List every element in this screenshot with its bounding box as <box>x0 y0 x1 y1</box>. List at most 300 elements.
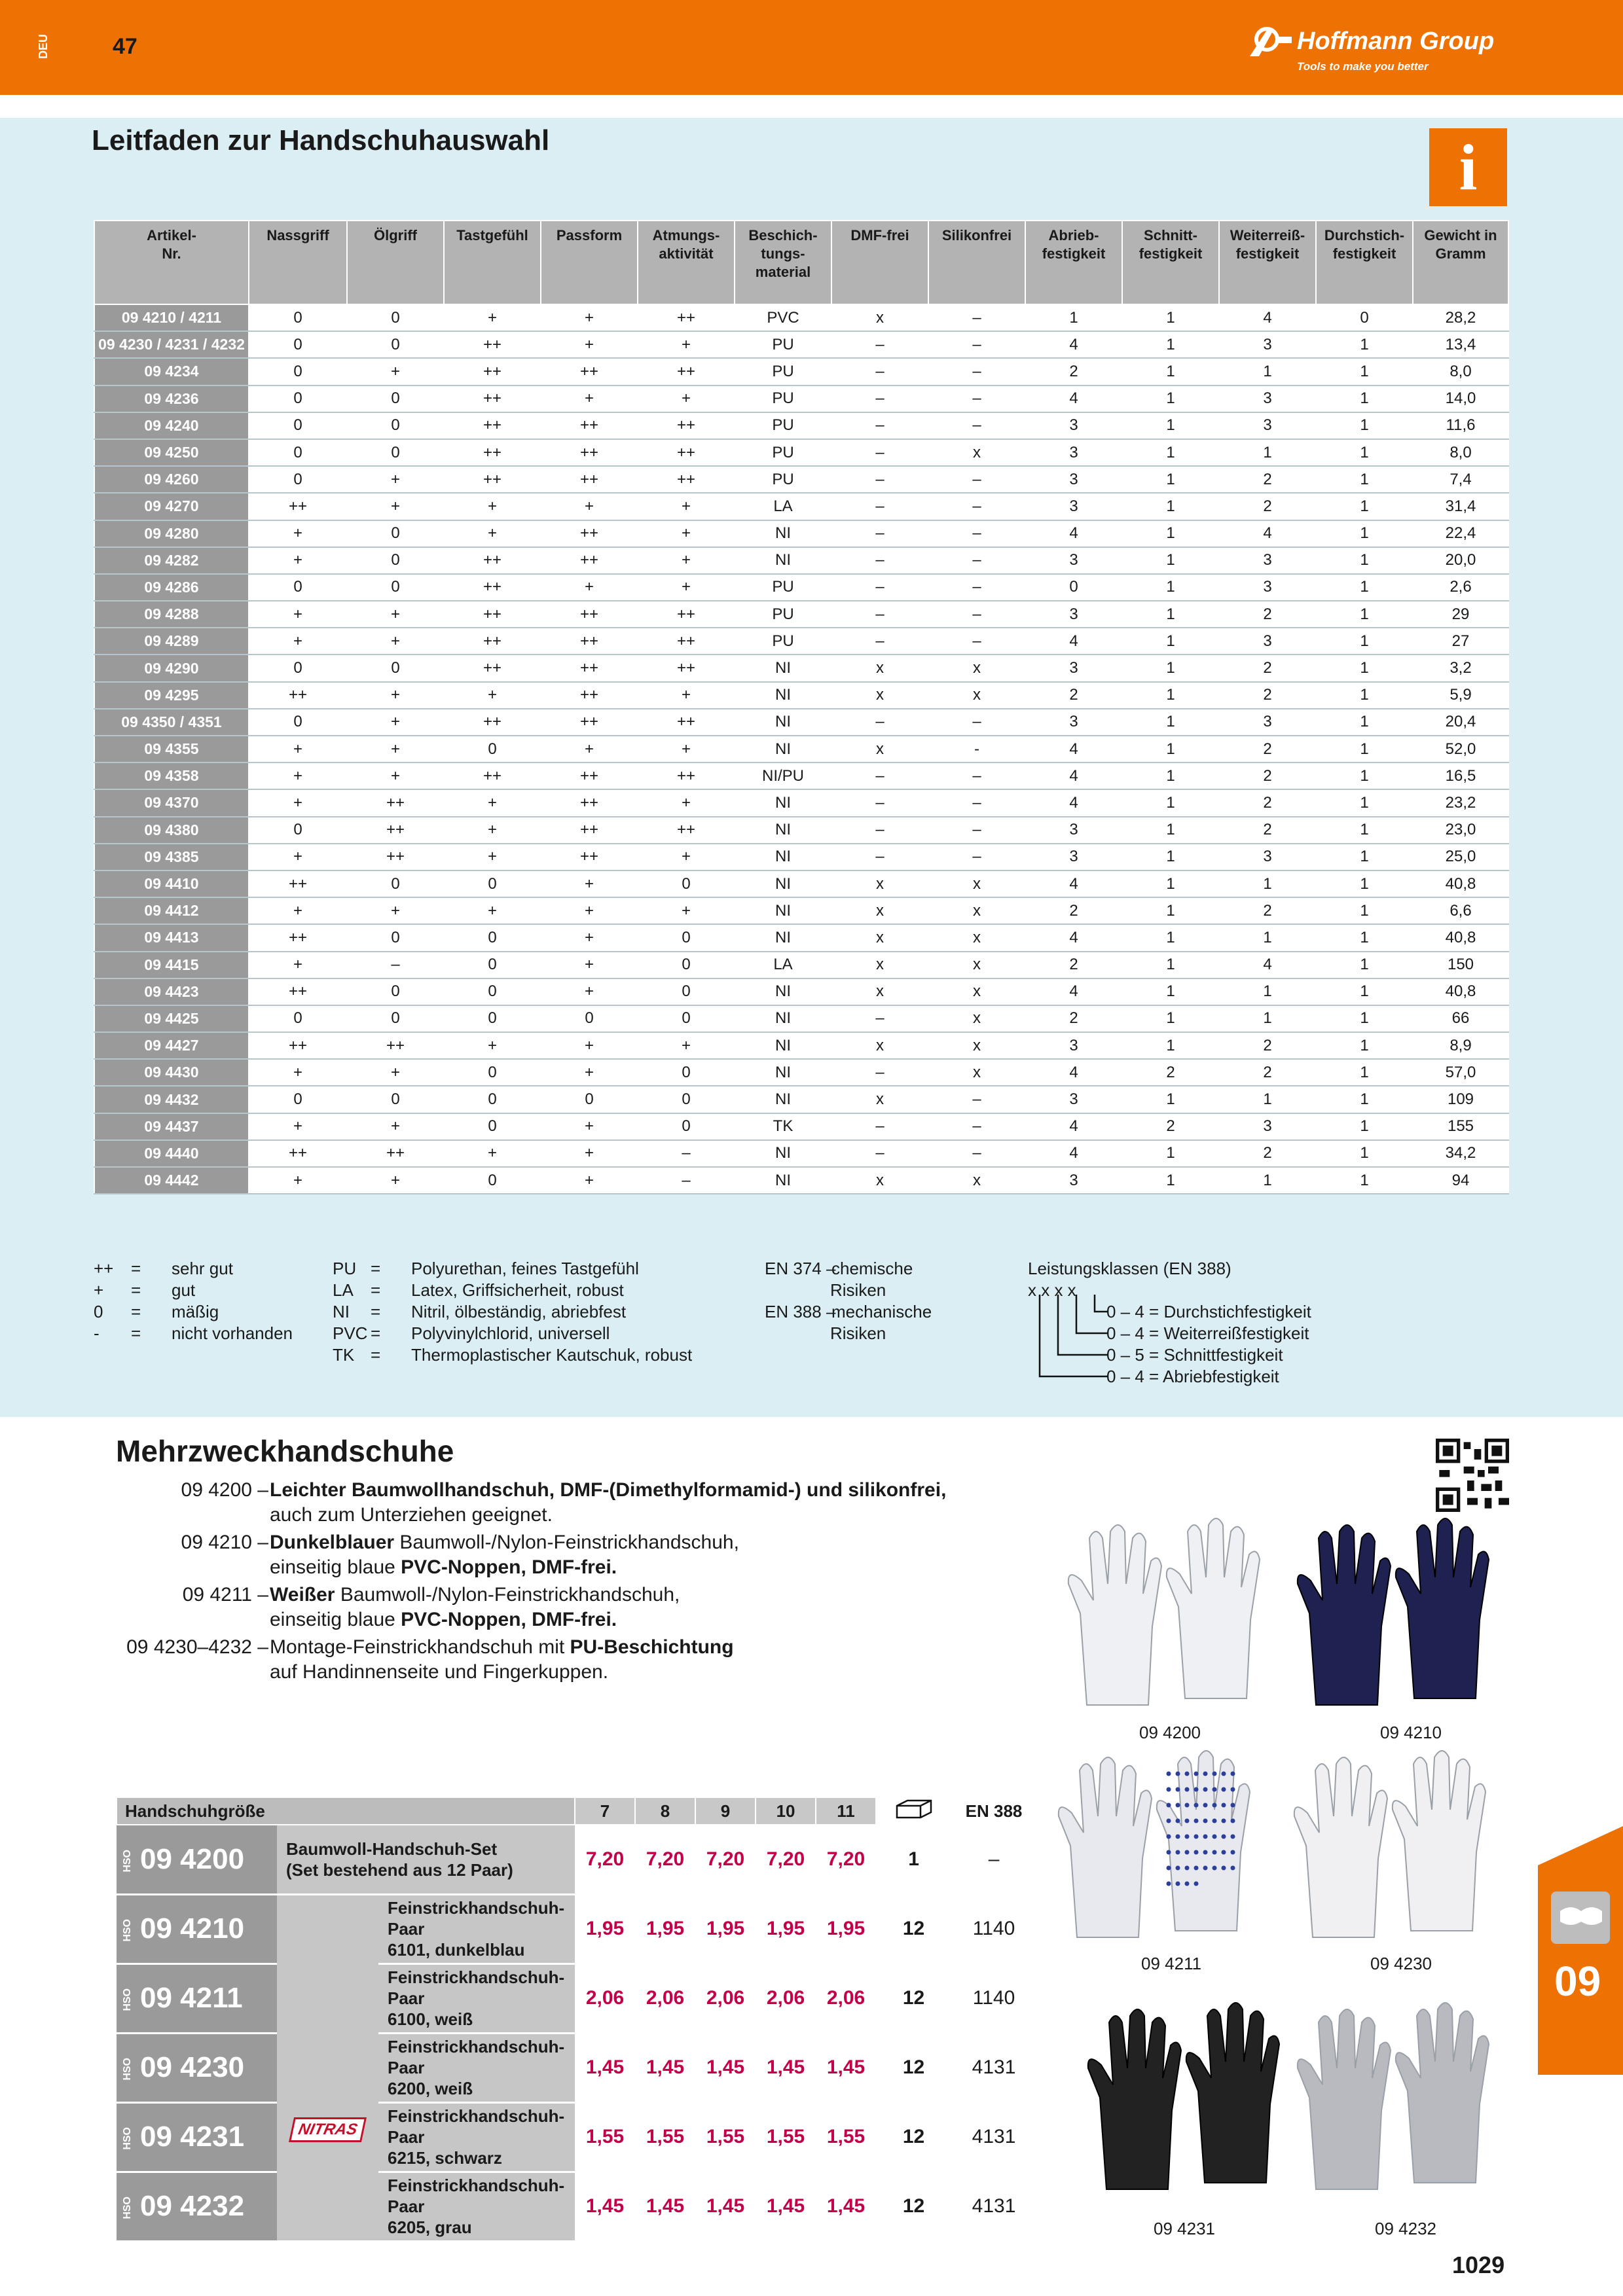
guide-cell: 1 <box>1316 520 1413 547</box>
guide-cell: 1 <box>1316 817 1413 844</box>
guide-row <box>94 762 1508 789</box>
size-header-label: Handschuhgröße <box>117 1797 575 1825</box>
guide-cell: 2 <box>1122 1113 1219 1140</box>
guide-cell: + <box>444 844 541 870</box>
guide-cell: + <box>541 493 638 520</box>
guide-row <box>94 709 1508 736</box>
guide-cell: 3 <box>1025 817 1122 844</box>
guide-cell: 0 <box>541 1005 638 1032</box>
guide-row <box>94 358 1508 385</box>
guide-cell: 1 <box>1316 924 1413 951</box>
guide-cell: x <box>928 655 1025 681</box>
guide-cell: + <box>541 304 638 331</box>
guide-cell: ++ <box>249 1032 347 1059</box>
guide-cell: – <box>831 331 928 358</box>
guide-cell: 0 <box>444 1005 541 1032</box>
guide-cell: 1 <box>1316 789 1413 816</box>
guide-cell: ++ <box>638 412 735 439</box>
guide-cell: 0 <box>347 978 444 1005</box>
guide-cell: 1 <box>1025 304 1122 331</box>
guide-cell: 1 <box>1122 655 1219 681</box>
guide-cell: + <box>541 386 638 412</box>
guide-cell: x <box>831 870 928 897</box>
guide-row <box>94 682 1508 709</box>
guide-cell: – <box>638 1167 735 1194</box>
guide-cell: + <box>541 1167 638 1194</box>
guide-cell: + <box>444 1140 541 1167</box>
guide-cell: – <box>831 817 928 844</box>
price-cell: 2,06 <box>635 1964 695 2033</box>
guide-cell: 1 <box>1122 331 1219 358</box>
guide-cell: 0 <box>249 574 347 601</box>
guide-cell: – <box>831 844 928 870</box>
guide-cell: 4 <box>1219 304 1316 331</box>
product-desc-bold: PU-Beschichtung <box>570 1636 734 1658</box>
guide-cell: PU <box>735 386 831 412</box>
guide-cell: ++ <box>638 628 735 655</box>
guide-cell: ++ <box>347 817 444 844</box>
guide-cell: 1 <box>1122 762 1219 789</box>
guide-cell: x <box>928 952 1025 978</box>
guide-cell: 8,0 <box>1413 439 1508 466</box>
size-9: 9 <box>695 1797 756 1825</box>
description-line-2: (Set bestehend aus 12 Paar) <box>286 1859 513 1880</box>
guide-cell: 0 <box>638 1086 735 1113</box>
legend-rating-text: sehr gut <box>172 1259 233 1278</box>
guide-cell: PU <box>735 439 831 466</box>
guide-cell: 0 <box>1025 574 1122 601</box>
article-number: 09 4415 <box>94 952 249 978</box>
guide-cell: NI <box>735 789 831 816</box>
price-cell: 1,45 <box>635 2033 695 2102</box>
legend-class-item: 0 – 4 = Abriebfestigkeit <box>1106 1367 1279 1386</box>
guide-cell: NI <box>735 547 831 574</box>
product-number: 09 4230–4232 – <box>126 1636 268 1658</box>
product-number: 09 4210 – <box>181 1532 268 1553</box>
qr-code-icon <box>1436 1439 1509 1512</box>
guide-cell: – <box>928 817 1025 844</box>
legend-equals: = <box>131 1259 141 1278</box>
guide-cell: + <box>347 628 444 655</box>
guide-cell: x <box>831 682 928 709</box>
article-number: 09 4289 <box>94 628 249 655</box>
guide-cell: ++ <box>541 628 638 655</box>
guide-cell: 4 <box>1025 1113 1122 1140</box>
article-code <box>117 2172 277 2241</box>
guide-cell: x <box>831 952 928 978</box>
legend-bracket-lines <box>1029 1295 1114 1393</box>
description-line-1: Feinstrickhandschuh-Paar <box>388 1967 565 2008</box>
guide-cell: 1 <box>1219 439 1316 466</box>
guide-cell: 2 <box>1219 655 1316 681</box>
guide-col-header: Tastgefühl <box>444 221 541 304</box>
price-cell: 7,20 <box>635 1825 695 1894</box>
guide-cell: + <box>347 1059 444 1086</box>
guide-cell: ++ <box>249 870 347 897</box>
price-cell: 7,20 <box>575 1825 635 1894</box>
guide-cell: 11,6 <box>1413 412 1508 439</box>
guide-cell: 1 <box>1122 386 1219 412</box>
guide-cell: 3 <box>1219 709 1316 736</box>
guide-cell: + <box>347 493 444 520</box>
guide-cell: 4 <box>1025 1140 1122 1167</box>
guide-cell: 1 <box>1122 574 1219 601</box>
legend-norm-code: EN 388 – <box>765 1302 836 1321</box>
glove-image-4 <box>1087 2000 1309 2196</box>
guide-cell: ++ <box>541 547 638 574</box>
guide-cell: – <box>347 952 444 978</box>
en388-rating: – <box>951 1825 1036 1894</box>
guide-cell: ++ <box>541 709 638 736</box>
product-desc-bold: PVC-Noppen, DMF-frei. <box>401 1556 617 1578</box>
article-number: 09 4234 <box>94 358 249 385</box>
guide-cell: – <box>928 331 1025 358</box>
guide-cell: PU <box>735 601 831 628</box>
guide-cell: 1 <box>1122 1086 1219 1113</box>
guide-cell: 1 <box>1316 358 1413 385</box>
guide-cell: + <box>347 1113 444 1140</box>
guide-cell: 0 <box>249 655 347 681</box>
price-cell: 1,45 <box>756 2033 816 2102</box>
product-desc-text: Baumwoll-/Nylon-Feinstrickhandschuh, <box>335 1584 680 1605</box>
guide-cell: 0 <box>638 1005 735 1032</box>
guide-cell: 22,4 <box>1413 520 1508 547</box>
chapter-number: 09 <box>1554 1958 1601 2005</box>
article-number: 09 4260 <box>94 466 249 493</box>
guide-cell: + <box>541 1059 638 1086</box>
legend-material-code: PVC <box>333 1323 368 1343</box>
guide-cell: 2 <box>1219 1059 1316 1086</box>
glove-caption: 09 4210 <box>1380 1723 1442 1742</box>
legend-classes-title: Leistungsklassen (EN 388) <box>1028 1259 1231 1278</box>
price-cell: 1,45 <box>695 2172 756 2241</box>
en388-rating: 4131 <box>951 2172 1036 2241</box>
guide-cell: 2 <box>1025 682 1122 709</box>
guide-col-header: Durchstich- festigkeit <box>1316 221 1413 304</box>
product-description-line <box>270 1503 553 1528</box>
guide-cell: 4 <box>1025 762 1122 789</box>
guide-cell: – <box>928 844 1025 870</box>
guide-cell: 2 <box>1122 1059 1219 1086</box>
guide-cell: 0 <box>249 439 347 466</box>
description-line-2: 6200, weiß <box>388 2079 473 2098</box>
size-7: 7 <box>575 1797 635 1825</box>
guide-cell: 3 <box>1219 628 1316 655</box>
guide-cell: + <box>444 897 541 924</box>
product-desc-text: auch zum Unterziehen geeignet. <box>270 1504 553 1526</box>
price-cell: 1,55 <box>756 2102 816 2172</box>
guide-row <box>94 1140 1508 1167</box>
guide-cell: 1 <box>1219 870 1316 897</box>
guide-cell: ++ <box>638 439 735 466</box>
guide-cell: NI <box>735 655 831 681</box>
guide-cell: + <box>638 736 735 762</box>
guide-cell: + <box>541 1140 638 1167</box>
guide-cell: TK <box>735 1113 831 1140</box>
nitras-logo <box>277 1894 378 2241</box>
guide-cell: PU <box>735 628 831 655</box>
guide-cell: x <box>928 1032 1025 1059</box>
guide-cell: 0 <box>347 870 444 897</box>
guide-cell: 0 <box>444 1086 541 1113</box>
article-code-text: 09 4230 <box>140 2051 245 2083</box>
guide-cell: NI <box>735 817 831 844</box>
article-number: 09 4230 / 4231 / 4232 <box>94 331 249 358</box>
guide-cell: 1 <box>1122 952 1219 978</box>
guide-cell: – <box>928 520 1025 547</box>
guide-cell: 1 <box>1122 1140 1219 1167</box>
guide-cell: NI/PU <box>735 762 831 789</box>
info-icon: i <box>1429 128 1507 206</box>
hso-tag: HSO <box>122 1919 133 1942</box>
legend-material-code: LA <box>333 1280 354 1300</box>
en388-header: EN 388 <box>951 1797 1036 1825</box>
legend-rating-text: gut <box>172 1280 196 1300</box>
guide-cell: ++ <box>638 601 735 628</box>
guide-cell: 8,9 <box>1413 1032 1508 1059</box>
pack-quantity: 12 <box>876 2102 951 2172</box>
price-cell: 2,06 <box>816 1964 876 2033</box>
guide-cell: 6,6 <box>1413 897 1508 924</box>
guide-cell: 1 <box>1122 817 1219 844</box>
guide-cell: ++ <box>638 817 735 844</box>
guide-cell: x <box>928 924 1025 951</box>
guide-cell: + <box>347 1167 444 1194</box>
guide-cell: – <box>831 709 928 736</box>
products-title: Mehrzweckhandschuhe <box>116 1434 454 1468</box>
guide-title: Leitfaden zur Handschuhauswahl <box>92 124 550 156</box>
guide-cell: + <box>541 1032 638 1059</box>
guide-cell: ++ <box>444 412 541 439</box>
legend-equals: = <box>131 1302 141 1321</box>
guide-cell: 4 <box>1025 331 1122 358</box>
guide-cell: x <box>928 682 1025 709</box>
guide-cell: x <box>831 304 928 331</box>
guide-cell: 1 <box>1316 1086 1413 1113</box>
guide-row <box>94 978 1508 1005</box>
package-icon <box>876 1797 951 1825</box>
size-11: 11 <box>816 1797 876 1825</box>
guide-cell: 1 <box>1122 978 1219 1005</box>
guide-cell: NI <box>735 682 831 709</box>
guide-cell: + <box>249 844 347 870</box>
guide-cell: 4 <box>1025 870 1122 897</box>
guide-cell: 1 <box>1122 520 1219 547</box>
article-number: 09 4442 <box>94 1167 249 1194</box>
pack-quantity: 12 <box>876 1894 951 1964</box>
guide-cell: ++ <box>638 762 735 789</box>
guide-col-header: Weiterreiß- festigkeit <box>1219 221 1316 304</box>
guide-cell: 2 <box>1219 1032 1316 1059</box>
legend-rating-symbol: ++ <box>94 1259 114 1278</box>
guide-cell: PU <box>735 466 831 493</box>
guide-cell: 1 <box>1219 924 1316 951</box>
legend-material-text: Polyurethan, feines Tastgefühl <box>411 1259 639 1278</box>
guide-cell: 1 <box>1316 1140 1413 1167</box>
glove-caption: 09 4200 <box>1139 1723 1201 1742</box>
guide-cell: ++ <box>444 331 541 358</box>
guide-cell: – <box>928 466 1025 493</box>
guide-cell: + <box>541 978 638 1005</box>
guide-cell: + <box>444 817 541 844</box>
guide-cell: ++ <box>444 358 541 385</box>
guide-row <box>94 466 1508 493</box>
guide-cell: – <box>831 789 928 816</box>
guide-cell: + <box>444 304 541 331</box>
guide-cell: + <box>638 682 735 709</box>
guide-cell: x <box>831 736 928 762</box>
guide-cell: – <box>928 493 1025 520</box>
price-row <box>117 1894 1036 1964</box>
guide-cell: 8,0 <box>1413 358 1508 385</box>
chapter-tab <box>1538 1826 1623 2075</box>
guide-cell: 1 <box>1316 386 1413 412</box>
legend-equals: = <box>131 1280 141 1300</box>
guide-cell: + <box>347 762 444 789</box>
glove-guide-table <box>94 220 1509 1194</box>
legend-material-text: Thermoplastischer Kautschuk, robust <box>411 1345 693 1365</box>
guide-row <box>94 897 1508 924</box>
guide-row <box>94 412 1508 439</box>
guide-cell: 3 <box>1219 844 1316 870</box>
product-description-line <box>270 1660 608 1685</box>
guide-cell: 1 <box>1122 897 1219 924</box>
guide-cell: 1 <box>1316 547 1413 574</box>
guide-cell: + <box>249 1059 347 1086</box>
guide-cell: 40,8 <box>1413 978 1508 1005</box>
guide-cell: 5,9 <box>1413 682 1508 709</box>
guide-cell: 1 <box>1219 358 1316 385</box>
guide-row <box>94 601 1508 628</box>
guide-cell: 13,4 <box>1413 331 1508 358</box>
price-cell: 1,55 <box>575 2102 635 2172</box>
article-description <box>277 1825 575 1894</box>
guide-cell: 0 <box>347 412 444 439</box>
guide-cell: 2 <box>1219 682 1316 709</box>
guide-row <box>94 1005 1508 1032</box>
guide-cell: – <box>831 412 928 439</box>
guide-cell: LA <box>735 493 831 520</box>
price-cell: 1,45 <box>575 2033 635 2102</box>
guide-cell: 0 <box>541 1086 638 1113</box>
price-cell: 1,55 <box>816 2102 876 2172</box>
guide-cell: 0 <box>1316 304 1413 331</box>
guide-cell: ++ <box>541 520 638 547</box>
price-cell: 1,95 <box>816 1894 876 1964</box>
glove-caption: 09 4231 <box>1154 2219 1215 2238</box>
guide-cell: 16,5 <box>1413 762 1508 789</box>
guide-cell: 1 <box>1316 1113 1413 1140</box>
guide-cell: NI <box>735 709 831 736</box>
price-cell: 7,20 <box>695 1825 756 1894</box>
guide-cell: 1 <box>1122 736 1219 762</box>
guide-cell: ++ <box>541 762 638 789</box>
guide-cell: 0 <box>347 547 444 574</box>
guide-cell: + <box>541 736 638 762</box>
guide-cell: 3 <box>1025 1086 1122 1113</box>
price-cell: 1,45 <box>816 2172 876 2241</box>
guide-cell: 1 <box>1122 924 1219 951</box>
guide-cell: + <box>541 1113 638 1140</box>
pack-quantity: 1 <box>876 1825 951 1894</box>
guide-cell: + <box>638 1032 735 1059</box>
guide-col-header: Silikonfrei <box>928 221 1025 304</box>
price-cell: 7,20 <box>756 1825 816 1894</box>
article-number: 09 4355 <box>94 736 249 762</box>
guide-cell: + <box>541 897 638 924</box>
price-row <box>117 2102 1036 2172</box>
product-description-line <box>270 1530 739 1555</box>
guide-cell: + <box>541 952 638 978</box>
guide-cell: 1 <box>1122 358 1219 385</box>
article-number: 09 4286 <box>94 574 249 601</box>
guide-cell: 27 <box>1413 628 1508 655</box>
guide-row <box>94 493 1508 520</box>
guide-cell: ++ <box>347 1032 444 1059</box>
guide-cell: + <box>249 1113 347 1140</box>
guide-cell: – <box>928 601 1025 628</box>
guide-cell: ++ <box>541 817 638 844</box>
guide-cell: NI <box>735 978 831 1005</box>
article-number: 09 4282 <box>94 547 249 574</box>
description-line-1: Baumwoll-Handschuh-Set <box>286 1839 498 1859</box>
guide-cell: – <box>831 601 928 628</box>
guide-cell: 0 <box>249 304 347 331</box>
hso-tag: HSO <box>122 2197 133 2219</box>
guide-cell: ++ <box>347 844 444 870</box>
article-number: 09 4413 <box>94 924 249 951</box>
guide-cell: ++ <box>444 655 541 681</box>
guide-cell: ++ <box>638 358 735 385</box>
legend-rating-text: mäßig <box>172 1302 219 1321</box>
guide-cell: 0 <box>638 978 735 1005</box>
guide-cell: 1 <box>1122 601 1219 628</box>
product-desc-text: auf Handinnenseite und Fingerkuppen. <box>270 1661 609 1683</box>
article-code-text: 09 4231 <box>140 2121 245 2153</box>
guide-cell: PU <box>735 574 831 601</box>
guide-cell: NI <box>735 1005 831 1032</box>
guide-cell: 0 <box>249 331 347 358</box>
product-desc-text: einseitig blaue <box>270 1556 401 1578</box>
guide-row <box>94 924 1508 951</box>
guide-col-header: Nassgriff <box>249 221 347 304</box>
guide-cell: 0 <box>347 304 444 331</box>
legend-classes-marks: x x x x <box>1028 1280 1076 1300</box>
guide-cell: 7,4 <box>1413 466 1508 493</box>
article-number: 09 4240 <box>94 412 249 439</box>
nitras-logo-text: NITRAS <box>289 2117 367 2142</box>
article-code <box>117 1894 277 1964</box>
guide-cell: 0 <box>249 358 347 385</box>
product-description-line <box>270 1583 680 1607</box>
guide-cell: + <box>638 897 735 924</box>
guide-cell: 1 <box>1316 493 1413 520</box>
guide-cell: – <box>831 386 928 412</box>
guide-cell: 1 <box>1316 844 1413 870</box>
article-number: 09 4437 <box>94 1113 249 1140</box>
guide-cell: – <box>831 493 928 520</box>
guide-cell: 2 <box>1219 789 1316 816</box>
guide-cell: – <box>928 709 1025 736</box>
guide-row <box>94 1086 1508 1113</box>
guide-cell: 1 <box>1219 978 1316 1005</box>
price-cell: 1,95 <box>756 1894 816 1964</box>
glove-caption: 09 4232 <box>1375 2219 1436 2238</box>
product-desc-text: einseitig blaue <box>270 1609 401 1630</box>
article-number: 09 4430 <box>94 1059 249 1086</box>
guide-cell: 0 <box>249 709 347 736</box>
en388-rating: 4131 <box>951 2033 1036 2102</box>
